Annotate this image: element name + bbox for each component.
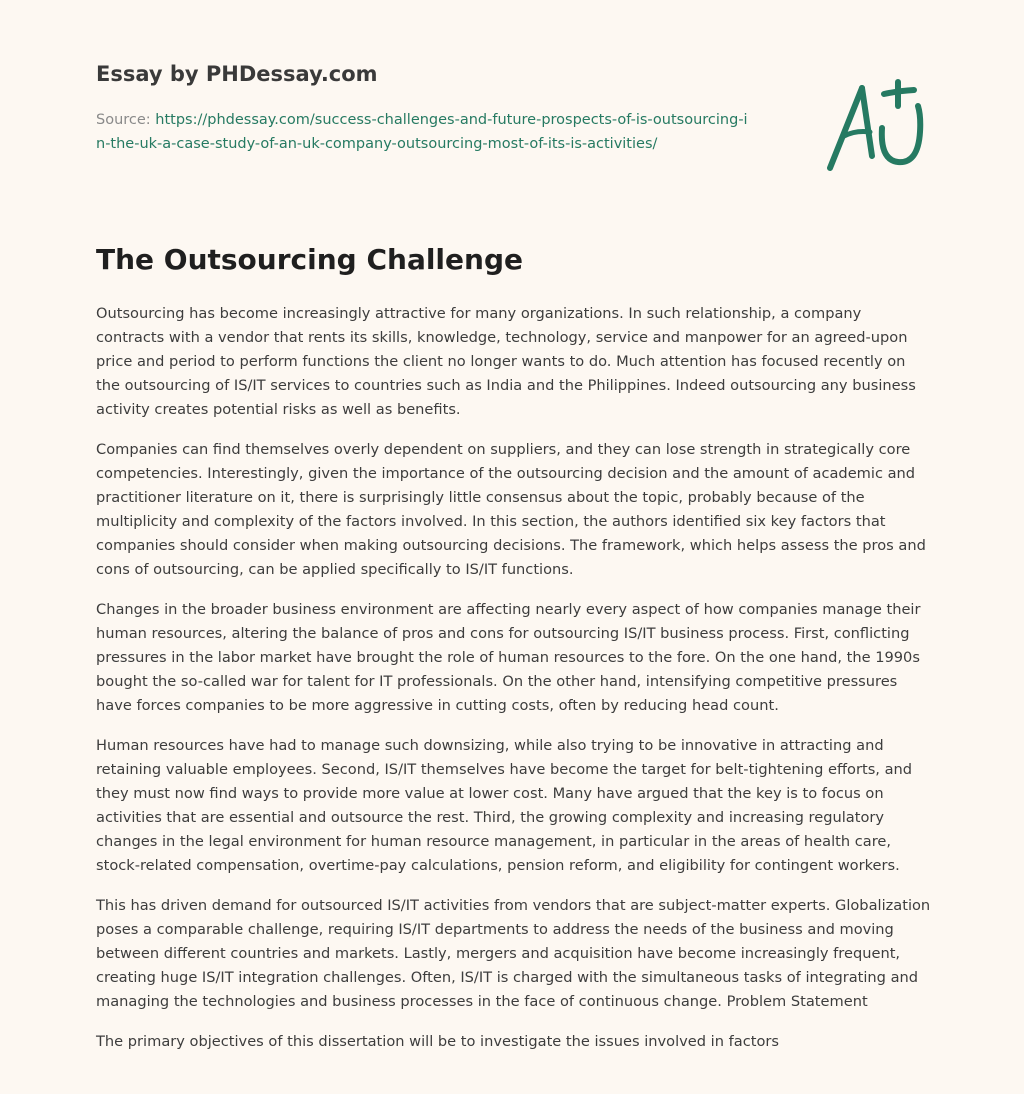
paragraph: Companies can find themselves overly dependent on suppliers, and they can lose strength in strategically core competencies. Interestingly, given the importance of the outsourcing decision and the amount of academic and practitioner literature on it, there is surprisingly little consensus about the topic, probably because of the multiplicity and complexity of the factors involved. In this section, the authors identified six key factors that companies should consider when making outsourcing decisions. The framework, which helps assess the pros and cons of outsourcing, can be applied specifically to IS/IT functions. xyxy=(96,441,926,578)
paragraph: Outsourcing has become increasingly attractive for many organizations. In such relationship, a company contracts with a vendor that rents its skills, knowledge, technology, service and manpower for an agreed-upon price and period to perform functions the client no longer wants to do. Much attention has focused recently on the outsourcing of IS/IT services to countries such as India and the Philippines. Indeed outsourcing any business activity creates potential risks as well as benefits. xyxy=(96,305,916,418)
paragraph: The primary objectives of this dissertation will be to investigate the issues involved in factors xyxy=(96,1033,779,1050)
article-body xyxy=(96,302,932,1070)
paragraph: Changes in the broader business environment are affecting nearly every aspect of how companies manage their human resources, altering the balance of pros and cons for outsourcing IS/IT business process. First, conflicting pressures in the labor market have brought the role of human resources to the fore. On the one hand, the 1990s bought the so-called war for talent for IT professionals. On the other hand, intensifying competitive pressures have forces companies to be more aggressive in cutting costs, often by reducing head count. xyxy=(96,601,921,714)
logo-underline-curve xyxy=(882,106,920,162)
logo-letter-a-right-stroke xyxy=(862,88,872,156)
logo-plus-horizontal xyxy=(884,90,914,94)
site-title: Essay by PHDessay.com xyxy=(96,62,378,86)
paragraph: Human resources have had to manage such downsizing, while also trying to be innovative in attracting and retaining valuable employees. Second, IS/IT themselves have become the target for belt-tightening efforts, and they must now find ways to provide more value at lower cost. Many have argued that the key is to focus on activities that are essential and outsource the rest. Third, the growing complexity and increasing regulatory changes in the legal environment for human resource management, in particular in the areas of health care, stock-related compensation, overtime-pay calculations, pension reform, and eligibility for contingent workers. xyxy=(96,737,913,874)
source-line xyxy=(96,108,756,156)
paragraph: This has driven demand for outsourced IS/IT activities from vendors that are subject-matter experts. Globalization poses a comparable challenge, requiring IS/IT departments to address the needs of the business and moving between different countries and markets. Lastly, mergers and acquisition have become increasingly frequent, creating huge IS/IT integration challenges. Often, IS/IT is charged with the simultaneous tasks of integrating and managing the technologies and business processes in the face of continuous change. Problem Statement xyxy=(96,897,931,1010)
a-plus-logo-icon xyxy=(822,76,930,176)
source-label: Source: xyxy=(96,112,151,128)
source-link[interactable]: https://phdessay.com/success-challenges-and-future-prospects-of-is-outsourcing-in-the-uk-a-case-study-of-an-uk-company-outsourcing-most-of-its-is-activities/ xyxy=(96,112,748,152)
article-title: The Outsourcing Challenge xyxy=(96,243,523,276)
logo-letter-a-left-stroke xyxy=(830,88,862,168)
